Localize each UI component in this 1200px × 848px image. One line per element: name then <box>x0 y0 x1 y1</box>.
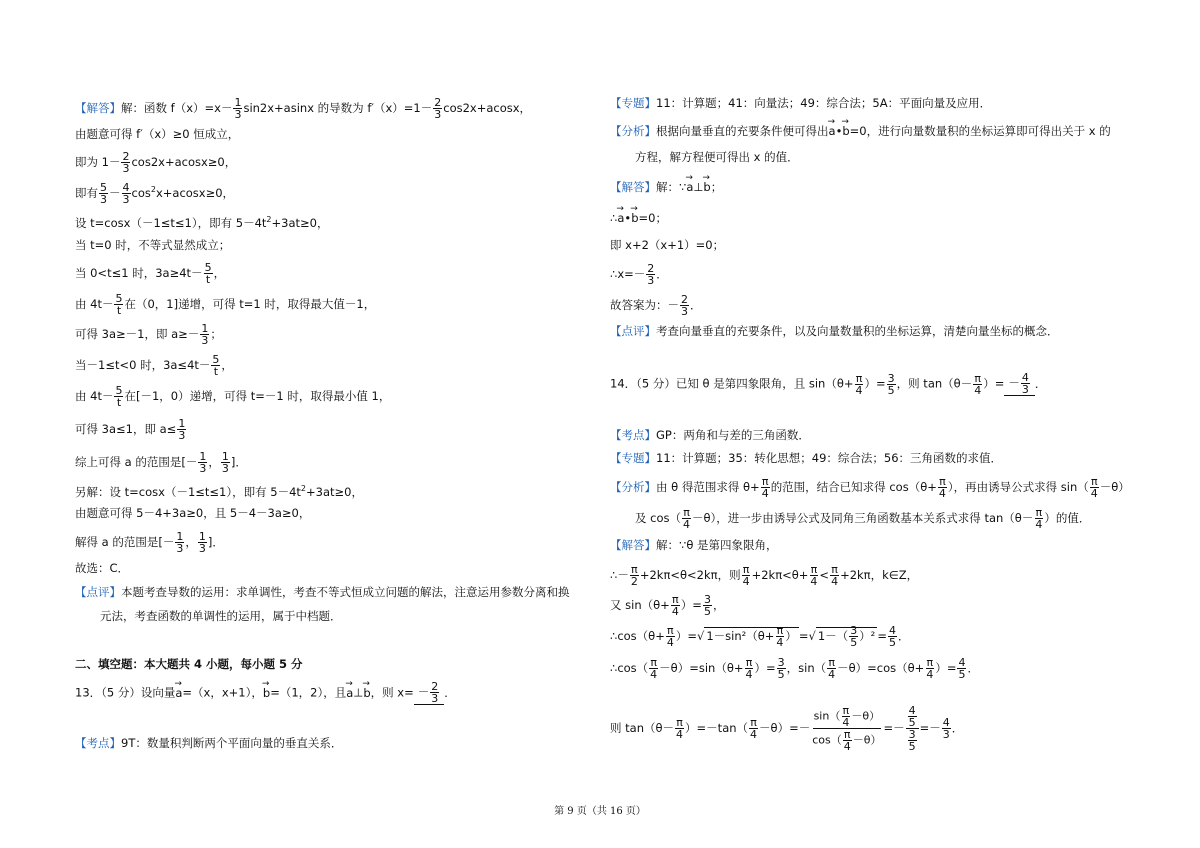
fraction: $\frac{\pi}{4}$ <box>810 563 818 588</box>
solution-tag: 【解答】 <box>610 538 656 552</box>
knowledge-point-r: 【考点】GP：两角和与差的三角函数． <box>610 428 810 442</box>
topic-line: 【专题】11：计算题；41：向量法；49：综合法；5A：平面向量及应用． <box>610 96 992 110</box>
solution-line-13: 综上可得 a 的范围是[－ $\frac{1}{3}$ ， $\frac{1}{3}$ ]． <box>75 450 247 475</box>
solution-line-2: 由题意可得 f′（x）≥0 恒成立， <box>75 127 240 141</box>
fraction: $\frac{\pi}{4}$ <box>974 371 982 397</box>
solution-line-r2: ∴→ a•→ b=0； <box>610 211 667 225</box>
solution-tag: 【解答】 <box>610 180 656 194</box>
page-footer: 第 9 页（共 16 页） <box>554 806 646 817</box>
fraction: $\frac{1}{3}$ <box>221 450 229 475</box>
vector-a: → a <box>346 686 353 700</box>
vector-b: → b <box>631 211 638 225</box>
fraction: $\frac{1}{3}$ <box>198 530 206 555</box>
solution-line-16: 解得 a 的范围是[－ $\frac{1}{3}$ ， $\frac{1}{3}$ ]． <box>75 530 224 555</box>
solution-line-6: 当 t=0 时，不等式显然成立； <box>75 238 231 252</box>
knowledge-tag: 【考点】 <box>75 736 121 750</box>
vector-b: → b <box>842 124 849 138</box>
fraction: $\frac{1}{3}$ <box>199 450 207 475</box>
solution-line-9: 可得 3a≥－1，即 a≥－ $\frac{1}{3}$ ； <box>75 322 222 347</box>
fraction: $\frac{\pi}{4}$ <box>938 475 946 500</box>
fraction: $\frac{\pi}{4}$ <box>776 624 784 649</box>
solution-line-1: 【解答】解：函数 f（x）=x－ $\frac{1}{3}$ sin2x+asinx 的导数为 f′（x）=1－ $\frac{2}{3}$ cos2x+acosx， <box>75 96 532 121</box>
fraction: $\frac{\pi}{4}$ <box>855 371 863 397</box>
topic-tag: 【专题】 <box>610 96 656 110</box>
fraction: $\frac{5}{t}$ <box>204 261 212 286</box>
fraction: $\frac{3}{5}$ <box>777 656 785 681</box>
fraction: $\frac{\pi}{4}$ <box>745 656 753 681</box>
sqrt-symbol: √ <box>808 629 816 643</box>
solution-tag: 【解答】 <box>75 101 121 115</box>
vector-b: → b <box>363 686 370 700</box>
solution-line-r8: ∴cos（θ+ $\frac{\pi}{4}$ ）=√ 1－sin²（θ+ $\frac{\pi}{4}$ ） =√ 1－（ $\frac{3}{5}$ ）² = $\frac{4}{5}$ ． <box>610 624 910 649</box>
solution-line-5: 设 t=cosx（－1≤t≤1），即有 $5-4t^2+3at\ge 0$， <box>75 215 329 230</box>
solution-line-r3: 即 x+2（x+1）=0； <box>610 238 725 252</box>
answer-blank: － $\frac{4}{3}$ <box>1004 372 1035 396</box>
analysis-tag: 【分析】 <box>610 480 656 494</box>
fraction: $\frac{4}{5}$ <box>908 704 916 729</box>
solution-line-14: 另解：设 t=cosx（－1≤t≤1），即有 $5-4t^2+3at\ge 0$， <box>75 484 363 499</box>
topic-line-r: 【专题】11：计算题；35：转化思想；49：综合法；56：三角函数的求值． <box>610 451 1003 465</box>
fraction: $\frac{3}{5}$ <box>887 371 895 397</box>
section-heading: 二、填空题：本大题共 4 小题，每小题 5 分 <box>75 657 303 671</box>
vector-b: → b <box>703 180 710 194</box>
fraction: $\frac{4}{3}$ <box>942 716 950 741</box>
topic-tag: 【专题】 <box>610 451 656 465</box>
solution-line-12: 可得 3a≤1，即 a≤ $\frac{1}{3}$ <box>75 417 186 442</box>
fraction: $\frac{2}{3}$ <box>431 680 439 705</box>
question-13: 13．（5 分）设向量→ a=（x，x+1），→ b=（1，2），且→ a⊥→ b，则 x= － $\frac{2}{3}$ ． <box>75 681 456 705</box>
solution-line-3: 即为 1－ $\frac{2}{3}$ cos2x+acosx≥0， <box>75 150 237 175</box>
fraction: $\frac{\pi}{4}$ <box>842 704 850 729</box>
fraction: $\frac{\pi}{4}$ <box>666 624 674 649</box>
solution-line-4: 即有 $\frac{5}{3}$ － $\frac{4}{3}$ $\cos^2x+acosx\ge 0$， <box>75 181 235 206</box>
fraction: $\frac{4}{5}$ <box>958 656 966 681</box>
solution-line-r5: 【解答】解：∵θ 是第四象限角， <box>610 538 778 552</box>
fraction: $\frac{\pi}{4}$ <box>650 656 658 681</box>
fraction: $\frac{\pi}{2}$ <box>630 563 638 588</box>
compound-fraction <box>906 705 919 752</box>
fraction: $\frac{5}{t}$ <box>115 292 123 317</box>
vector-a: → a <box>829 124 836 138</box>
fraction: $\frac{2}{3}$ <box>681 293 688 318</box>
fraction: $\frac{3}{5}$ <box>703 593 711 618</box>
comment-line-2: 元法，考查函数的单调性的运用，属于中档题． <box>100 609 342 623</box>
vector-a: → a <box>175 686 182 700</box>
fraction: $\frac{\pi}{4}$ <box>742 563 750 588</box>
solution-line-10: 当－1≤t<0 时，3a≤4t－ $\frac{5}{t}$ ， <box>75 353 233 378</box>
fraction: $\frac{1}{3}$ <box>178 417 186 442</box>
answer-blank: － $\frac{2}{3}$ <box>414 681 445 705</box>
analysis-tag: 【分析】 <box>610 124 656 138</box>
sqrt-content: 1－（ $\frac{3}{5}$ ）² <box>817 624 876 649</box>
knowledge-point: 【考点】9T：数量积判断两个平面向量的垂直关系． <box>75 736 343 750</box>
analysis-line-r2: 及 cos（ $\frac{\pi}{4}$ －θ），进一步由诱导公式及同角三角函数基本关系式求得 tan（θ－ $\frac{\pi}{4}$ ）的值． <box>635 506 1091 531</box>
knowledge-tag: 【考点】 <box>610 428 656 442</box>
fraction: $\frac{4}{3}$ <box>1021 371 1029 396</box>
fraction: $\frac{\pi}{4}$ <box>761 475 769 500</box>
vector-a: → a <box>686 180 693 194</box>
fraction: $\frac{2}{3}$ <box>434 96 442 121</box>
analysis-line-2: 方程，解方程便可得出 x 的值． <box>635 150 799 164</box>
solution-line-r7: 又 sin（θ+ $\frac{\pi}{4}$ ）= $\frac{3}{5}$ ， <box>610 593 725 618</box>
fraction: $\frac{\pi}{4}$ <box>671 593 679 618</box>
fraction: $\frac{\pi}{4}$ <box>926 656 934 681</box>
fraction: $\frac{3}{5}$ <box>908 728 916 753</box>
fraction: $\frac{\pi}{4}$ <box>828 656 836 681</box>
comment-tag: 【点评】 <box>610 324 656 338</box>
vector-a: → a <box>617 211 624 225</box>
solution-line-7: 当 0<t≤1 时，3a≥4t－ $\frac{5}{t}$ ， <box>75 261 226 286</box>
fraction: $\frac{2}{3}$ <box>122 150 130 175</box>
fraction: $\frac{1}{3}$ <box>234 96 242 121</box>
solution-line-r1: 【解答】解：∵→ a⊥→ b； <box>610 180 722 194</box>
solution-line-r10: 则 tan（θ－ $\frac{\pi}{4}$ ）=－tan（ $\frac{\pi}{4}$ －θ）=－ sin（ $\frac{\pi}{4}$ －θ） cos（ $\frac{\pi}{4}$ －θ） =－ $\frac{\frac{4}{5}}{\frac{3}{5}}$ =－ $\frac{4}{3}$ ． <box>610 704 964 753</box>
fraction: $\frac{\pi}{4}$ <box>750 716 758 741</box>
fraction: $\frac{\pi}{4}$ <box>831 563 839 588</box>
answer-line: 故答案为：－ $\frac{2}{3}$ ． <box>610 293 702 318</box>
fraction: $\frac{1}{3}$ <box>201 322 209 347</box>
solution-line-8: 由 4t－ $\frac{5}{t}$ 在（0，1]递增，可得 t=1 时，取得最大值－1， <box>75 292 376 317</box>
question-14: 14．（5 分）已知 θ 是第四象限角，且 sin（θ+ $\frac{\pi}{4}$ ）= $\frac{3}{5}$ ，则 tan（θ－ $\frac{\pi}{4}$ ）= － $\frac{4}{3}$ ． <box>610 371 1047 397</box>
vector-b: → b <box>263 686 270 700</box>
solution-line-r4: ∴x=－ $\frac{2}{3}$ ． <box>610 262 668 287</box>
compound-fraction: sin（ $\frac{\pi}{4}$ －θ） cos（ $\frac{\pi}{4}$ －θ） <box>812 704 882 753</box>
solution-line-r6: ∴－ $\frac{\pi}{2}$ +2kπ<θ<2kπ，则 $\frac{\pi}{4}$ +2kπ<θ+ $\frac{\pi}{4}$ < $\frac{\pi}{4}$ +2kπ，k∈Z， <box>610 563 919 588</box>
comment-line-r: 【点评】考查向量垂直的充要条件，以及向量数量积的坐标运算，清楚向量坐标的概念． <box>610 324 1059 338</box>
solution-line-15: 由题意可得 5－4+3a≥0，且 5－4－3a≥0， <box>75 506 311 520</box>
analysis-line-1: 【分析】根据向量垂直的充要条件便可得出→ a•→ b=0，进行向量数量积的坐标运算即可得出关于 x 的 <box>610 124 1111 138</box>
solution-line-17: 故选：C． <box>75 561 130 575</box>
solution-line-11: 由 4t－ $\frac{5}{t}$ 在[－1，0）递增，可得 t=－1 时，取得最小值 1， <box>75 384 391 409</box>
comment-tag: 【点评】 <box>75 585 121 599</box>
fraction: $\frac{5}{3}$ <box>100 181 107 206</box>
fraction: $\frac{5}{t}$ <box>115 384 123 409</box>
comment-line-1: 【点评】本题考查导数的运用：求单调性，考查不等式恒成立问题的解法，注意运用参数分离和换 <box>75 585 570 599</box>
fraction: $\frac{\pi}{4}$ <box>1090 475 1098 500</box>
solution-line-r9: ∴cos（ $\frac{\pi}{4}$ －θ）=sin（θ+ $\frac{\pi}{4}$ ）= $\frac{3}{5}$ ，sin（ $\frac{\pi}{4}$ －θ）=cos（θ+ $\frac{\pi}{4}$ ）= $\frac{4}{5}$ ． <box>610 656 979 681</box>
sqrt-symbol: √ <box>696 629 705 643</box>
analysis-line-r1: 【分析】由 θ 得范围求得 θ+ $\frac{\pi}{4}$ 的范围，结合已知求得 cos（θ+ $\frac{\pi}{4}$ ），再由诱导公式求得 sin（ $\frac{\pi}{4}$ －θ） <box>610 475 1130 500</box>
fraction: $\frac{4}{5}$ <box>888 624 896 649</box>
fraction: $\frac{\pi}{4}$ <box>683 506 691 531</box>
fraction: $\frac{3}{5}$ <box>850 624 858 649</box>
fraction: $\frac{1}{3}$ <box>176 530 184 555</box>
fraction: $\frac{\pi}{4}$ <box>843 728 851 753</box>
sqrt-content: 1－sin²（θ+ $\frac{\pi}{4}$ ） <box>706 624 797 649</box>
fraction: $\frac{2}{3}$ <box>647 262 655 287</box>
fraction: $\frac{4}{3}$ <box>122 181 130 206</box>
fraction: $\frac{\pi}{4}$ <box>1035 506 1043 531</box>
fraction: $\frac{5}{t}$ <box>212 353 220 378</box>
fraction: $\frac{\pi}{4}$ <box>676 716 684 741</box>
